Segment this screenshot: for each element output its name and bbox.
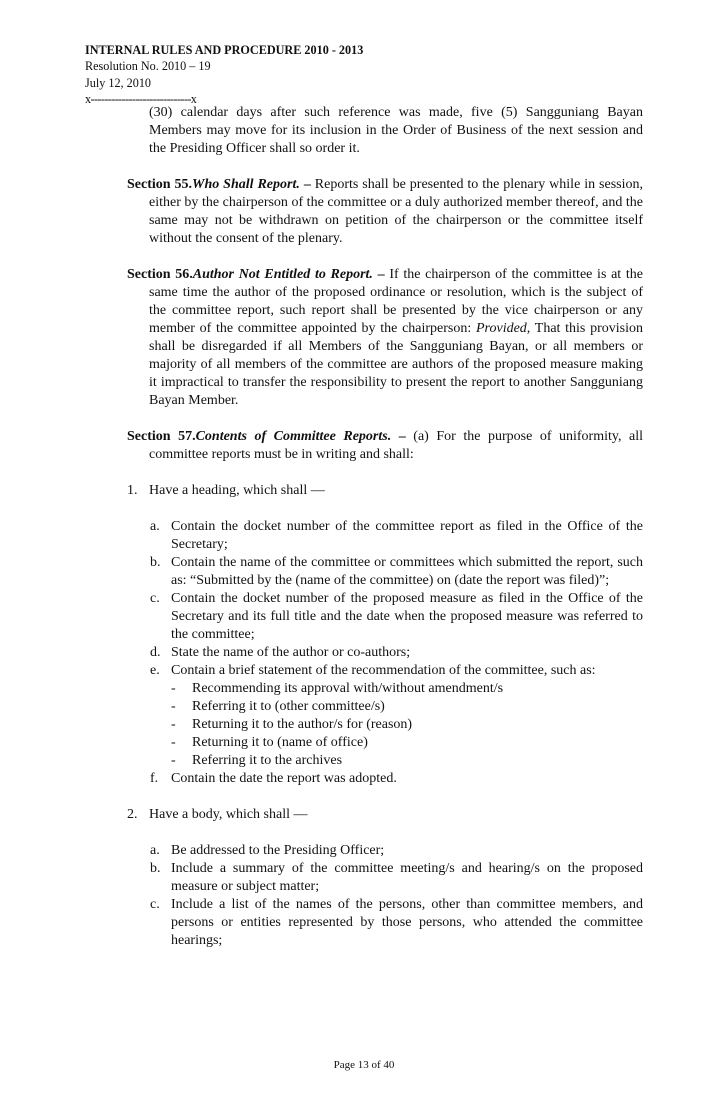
- list-item: [127, 806, 643, 824]
- sub-item: e. Contain a brief statement of the recommendation of the committee, such as:: [150, 663, 596, 678]
- page-footer: [0, 1059, 728, 1071]
- sub-item: c. Contain the docket number of the proposed measure as filed in the Office of the Secretary and its full title and the date when the proposed measure was referred to the committee;: [150, 591, 643, 642]
- item-text: Have a heading, which shall —: [149, 483, 325, 498]
- page-number: Page 13 of 40: [333, 1059, 395, 1071]
- section-label: Section 57.: [127, 429, 196, 444]
- dash-item: - Returning it to (name of office): [171, 735, 368, 750]
- sub-item: a. Be addressed to the Presiding Officer;: [150, 843, 385, 858]
- document-title: INTERNAL RULES AND PROCEDURE 2010 - 2013: [85, 43, 364, 57]
- sub-item: a. Contain the docket number of the committee report as filed in the Office of the Secretary;: [150, 519, 643, 552]
- resolution-number: Resolution No. 2010 – 19: [85, 59, 211, 74]
- dash-item: - Referring it to the archives: [171, 753, 343, 768]
- document-date: July 12, 2010: [85, 75, 152, 90]
- section-label: Section 55.: [127, 177, 192, 192]
- sub-item: d. State the name of the author or co-authors;: [150, 645, 411, 660]
- sub-item: f. Contain the date the report was adopted.: [150, 771, 397, 786]
- dash-item: - Referring it to (other committee/s): [171, 699, 385, 714]
- section-title: Contents of Committee Reports.: [195, 429, 392, 444]
- sub-item: b. Contain the name of the committee or committees which submitted the report, such as: “Submitted by the (name of the committee) on (date the report was filed)”;: [150, 555, 643, 588]
- item-text: Have a body, which shall —: [149, 807, 308, 822]
- body-text: [127, 104, 643, 950]
- section-55: Section 55.Who Shall Report. – Reports shall be presented to the plenary while in session, either by the chairperson of the committee or a duly authorized member thereof, and the same may not be withdrawn on petition of the chairperson or the committee itself without the consent of the plenary.: [127, 177, 644, 246]
- section-text: Reports shall be presented to the plenary while in session, either by the chairperson of the committee or a duly authorized member thereof, and the same may not be withdrawn on petition of the chairperson or the committee itself without the consent of the plenary.: [149, 177, 644, 246]
- section-56: Section 56.Author Not Entitled to Report. – If the chairperson of the committee is at the same time the author of the proposed ordinance or resolution, which is the subject of the committee report, such report shall be presented by the vice chairperson or any member of the committee appointed by the chairperson: Provided, That this provision shall be disregarded if all Members of the Sangguniang Bayan, or all members or majority of all members of the committee are authors of the proposed measure making it impractical to transfer the responsibility to present the report to another Sangguniang Bayan Member.: [127, 267, 643, 408]
- sub-item: c. Include a list of the names of the persons, other than committee members, and persons or entities represented by those persons, who attended the committee hearings;: [150, 897, 643, 948]
- item-number: 1.: [127, 483, 138, 498]
- section-text: If the chairperson of the committee is at the same time the author of the proposed ordinance or resolution, which is the subject of the committee report, such report shall be presented by the vice chairperson or any member of the committee appointed by the chairperson:: [149, 267, 643, 336]
- section-title: Author Not Entitled to Report.: [192, 267, 373, 282]
- sub-item: b. Include a summary of the committee meeting/s and hearing/s on the proposed measure or subject matter;: [150, 861, 643, 894]
- dash-item: - Returning it to the author/s for (reason): [171, 717, 413, 732]
- section-label: Section 56.: [127, 267, 193, 282]
- section-text: That this provision shall be disregarded if all Members of the Sangguniang Bayan, or all members or majority of all members of the committee are authors of the proposed measure making it impractical to transfer the responsibility to present the report to another Sangguniang Bayan Member.: [149, 321, 643, 408]
- list-item: [127, 482, 643, 500]
- section-57: Section 57.Contents of Committee Reports. – (a) For the purpose of uniformity, all committee reports must be in writing and shall:: [127, 429, 643, 462]
- header-rule: x-----------------------------x: [85, 91, 197, 106]
- section-title: Who Shall Report.: [192, 177, 300, 192]
- proviso-emphasis: Provided,: [476, 321, 531, 336]
- section-text: (a) For the purpose of uniformity, all committee reports must be in writing and shall:: [149, 429, 643, 462]
- continuation-paragraph: (30) calendar days after such reference was made, five (5) Sangguniang Bayan Members may move for its inclusion in the Order of Business of the next session and the Presiding Officer shall so order it.: [149, 105, 643, 156]
- dash-item: - Recommending its approval with/without amendment/s: [171, 681, 504, 696]
- document-header: [85, 42, 363, 107]
- item-number: 2.: [127, 807, 138, 822]
